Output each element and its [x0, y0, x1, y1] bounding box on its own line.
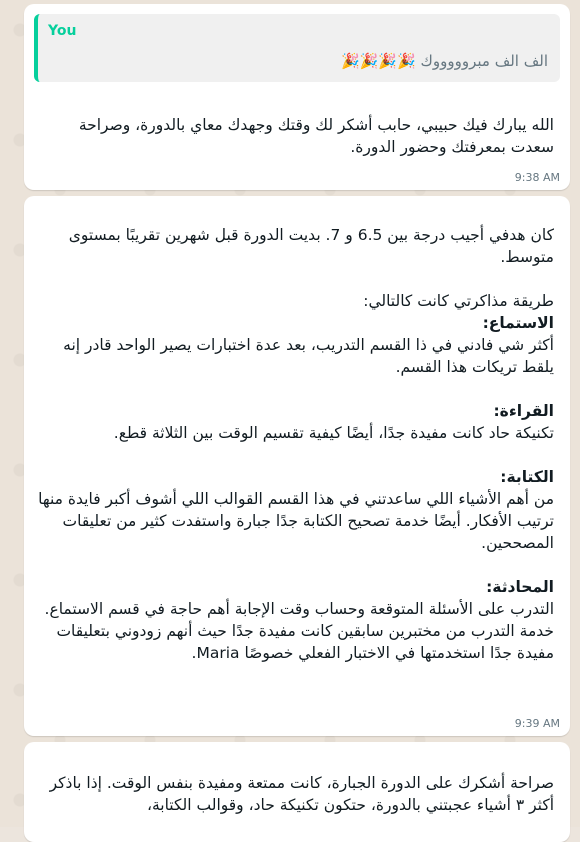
section-heading: المحادثة:	[486, 578, 554, 596]
message-line: الله يبارك فيك حبيبي، حابب أشكر لك وقتك وجهدك معاي بالدورة، وصراحة سعدت بمعرفتك وحضور الدورة.	[78, 116, 554, 156]
message-text	[38, 224, 554, 664]
message-text	[38, 772, 554, 816]
message-timestamp: 9:38 AM	[514, 171, 560, 184]
section-heading: الاستماع:	[482, 314, 554, 332]
section-heading: القراءة:	[493, 402, 554, 420]
section-body: التدرب على الأسئلة المتوقعة وحساب وقت الإجابة أهم حاجة في قسم الاستماع. خدمة التدرب من مختبرين سابقين كانت مفيدة جدًا حيث أنهم زودوني بتعليقات مفيدة جدًا استخدمتها في الاختبار الفعلي خصوصًا Maria.	[44, 600, 554, 662]
message-bubble[interactable]	[24, 196, 570, 736]
intro-text: كان هدفي أجيب درجة بين 6.5 و 7. بديت الدورة قبل شهرين تقريبًا بمستوى متوسط.	[68, 226, 554, 266]
section-body: تكنيكة حاد كانت مفيدة جدًا، أيضًا كيفية تقسيم الوقت بين الثلاثة قطع.	[113, 424, 554, 442]
message-line: صراحة أشكرك على الدورة الجبارة، كانت ممتعة ومفيدة بنفس الوقت. إذا باذكر أكثر ٣ أشياء عجبتني بالدورة، حتكون تكنيكة حاد، وقوالب الكتابة،	[49, 774, 554, 814]
section-body: من أهم الأشياء اللي ساعدتني في هذا القسم القوالب اللي أشوف أكبر فايدة منها ترتيب الأفكار. أيضًا خدمة تصحيح الكتابة جدًا جبارة واستفدت كثير من تعليقات المصححين.	[38, 490, 554, 552]
quote-text: الف الف مبروووووك 🎉🎉🎉🎉	[341, 52, 548, 70]
quote-author: You	[48, 23, 77, 39]
message-text	[38, 114, 554, 158]
message-bubble[interactable]	[24, 742, 570, 842]
section-heading: الكتابة:	[500, 468, 554, 486]
method-text: طريقة مذاكرتي كانت كالتالي:	[363, 292, 554, 310]
section-body: أكثر شي فادني في ذا القسم التدريب، بعد عدة اختبارات يصير الواحد قادر إنه يلقط تريكات هذا القسم.	[63, 336, 554, 376]
message-timestamp: 9:39 AM	[514, 717, 560, 730]
quoted-message[interactable]	[34, 14, 560, 82]
message-bubble[interactable]	[24, 4, 570, 190]
